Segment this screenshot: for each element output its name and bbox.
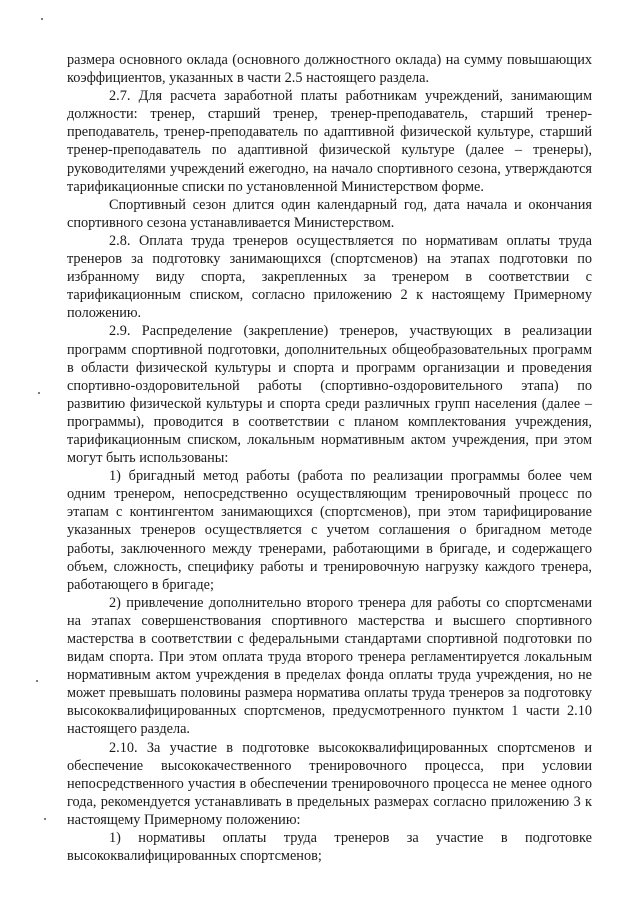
paragraph-2-10-item-1: 1) нормативы оплаты труда тренеров за участие в подготовке высококвалифицированных спортсменов; (67, 830, 592, 865)
paragraph-2-9: 2.9. Распределение (закрепление) тренеров, участвующих в реализации программ спортивной подготовки, дополнительных общеобразовательных программ в области физической культуры и спорта и программ организации и проведения спортивно-оздоровительной работы (спортивно-оздоровительного этапа) по развитию физической культуры и спорта среди различных групп населения (далее – программы), проводится в соответствии с планом комплектования учреждения, тарификационным списком, локальным нормативным актом учреждения, при этом могут быть использованы: (67, 323, 592, 467)
paragraph-2-7: 2.7. Для расчета заработной платы работникам учреждений, занимающим должности: тренер, старший тренер, тренер-преподаватель, старший тренер-преподаватель, тренер-преподаватель по адаптивной физической культуре, старший тренер-преподаватель по адаптивной физической культуре (далее – тренеры), руководителями учреждений ежегодно, на начало спортивного сезона, утверждаются тарификационные списки по установленной Министерством форме. (67, 88, 592, 195)
paragraph-2-10: 2.10. За участие в подготовке высококвалифицированных спортсменов и обеспечение высококачественного тренировочного процесса, при условии непосредственного участия в обеспечении тренировочного процесса не менее одного года, рекомендуется устанавливать в предельных размерах согласно приложению 3 к настоящему Примерному положению: (67, 739, 592, 828)
paragraph-continuation: размера основного оклада (основного должностного оклада) на сумму повышающих коэффициентов, указанных в части 2.5 настоящего раздела. (67, 52, 592, 87)
scan-speck (36, 680, 38, 682)
paragraph-2-9-item-2: 2) привлечение дополнительно второго тренера для работы со спортсменами на этапах совершенствования спортивного мастерства и высшего спортивного мастерства в соответствии с федеральными стандартами спортивной подготовки по видам спорта. При этом оплата труда второго тренера регламентируется локальным нормативным актом учреждения в пределах фонда оплаты труда учреждения, но не может превышать половины размера норматива оплаты труда тренеров за подготовку высококвалифицированных спортсменов, предусмотренного пунктом 1 части 2.10 настоящего раздела. (67, 594, 592, 738)
document-body (67, 51, 592, 865)
paragraph-2-8: 2.8. Оплата труда тренеров осуществляется по нормативам оплаты труда тренеров за подготовку занимающихся (спортсменов) на этапах подготовки по избранному виду спорта, закрепленных за тренером в соответствии с тарификационным списком, согласно приложению 2 к настоящему Примерному положению. (67, 232, 592, 322)
scan-speck (44, 818, 46, 820)
paragraph-sport-season: Спортивный сезон длится один календарный год, дата начала и окончания спортивного сезона устанавливается Министерством. (67, 196, 592, 231)
scan-speck (38, 392, 40, 394)
paragraph-2-9-item-1: 1) бригадный метод работы (работа по реализации программы более чем одним тренером, непосредственно осуществляющим тренировочный процесс по этапам с контингентом занимающихся (спортсменов), при этом тарифицирование указанных тренеров осуществляется с учетом соглашения о бригадном методе работы, заключенного между тренерами, работающими в бригаде, и содержащего объем, сложность, специфику работы и тренировочную нагрузку каждого тренера, работающего в бригаде; (67, 468, 592, 593)
scan-speck (41, 18, 43, 20)
